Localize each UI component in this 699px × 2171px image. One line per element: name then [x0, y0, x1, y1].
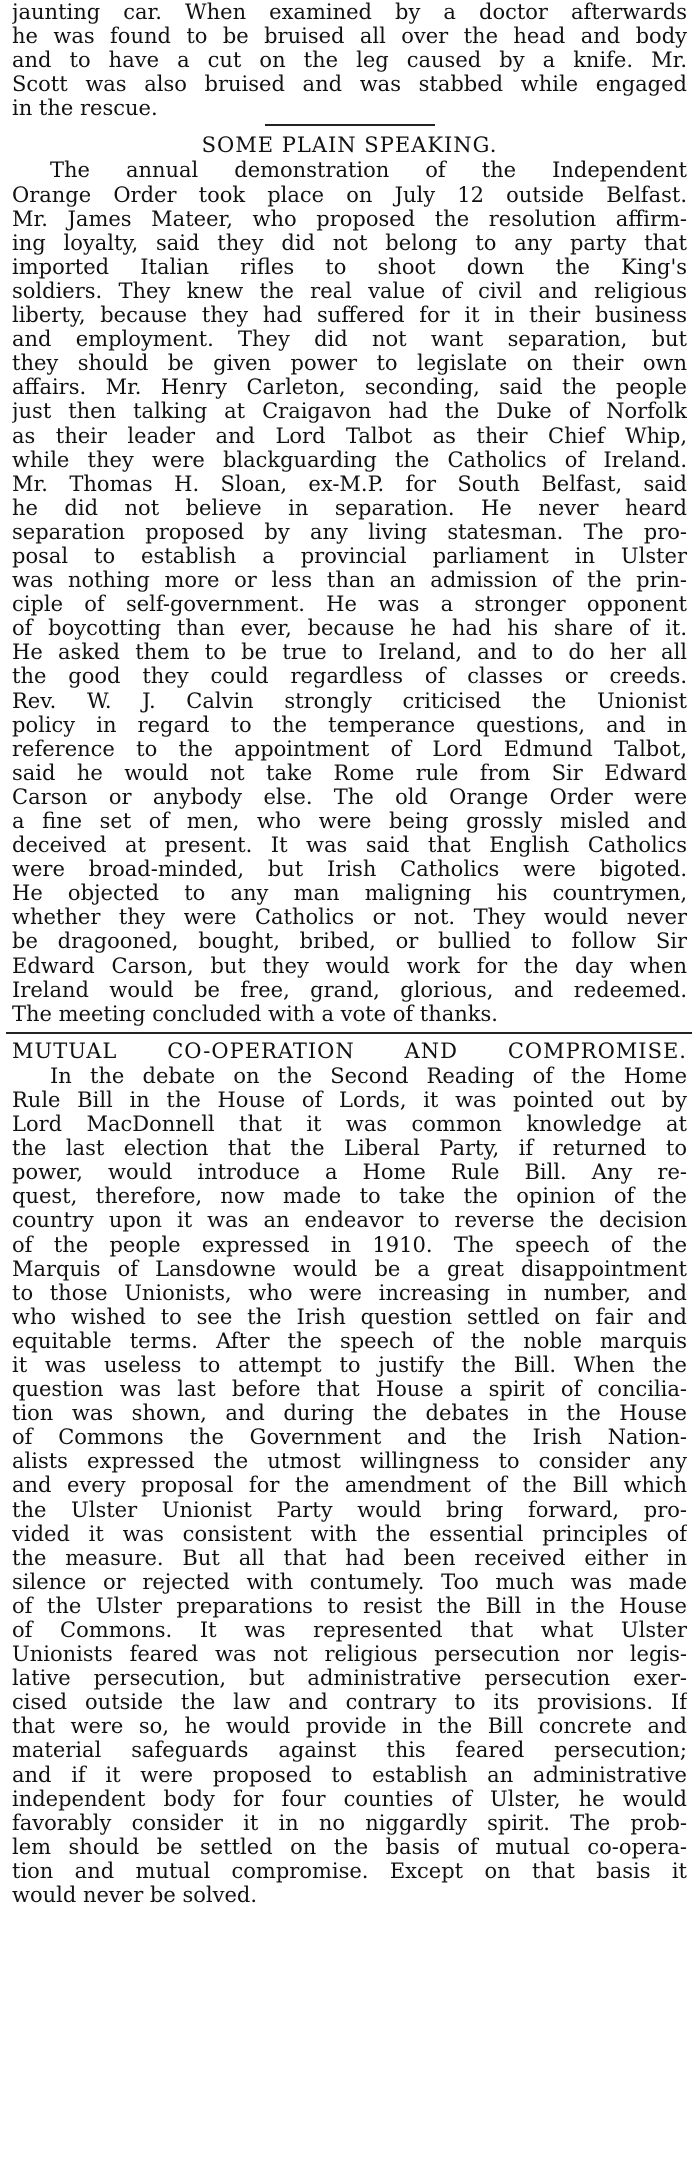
text-line: Marquis of Lansdowne would be a great disappointment	[12, 1256, 687, 1281]
text-line: he did not believe in separation. He never heard	[12, 495, 687, 520]
text-line: silence or rejected with contumely. Too much was made	[12, 1569, 687, 1594]
text-line: He objected to any man maligning his countrymen,	[12, 881, 687, 906]
text-line: was nothing more or less than an admission of the prin-	[12, 568, 687, 593]
text-line: Rule Bill in the House of Lords, it was pointed out by	[12, 1087, 687, 1112]
text-line: and to have a cut on the leg caused by a knife. Mr.	[12, 48, 687, 73]
text-line: be dragooned, bought, bribed, or bullied to follow Sir	[12, 929, 687, 954]
text-line: The annual demonstration of the Independent	[50, 158, 687, 183]
text-line: while they were blackguarding the Catholics of Ireland.	[12, 447, 687, 472]
text-line: the Ulster Unionist Party would bring forward, pro-	[12, 1497, 687, 1522]
text-line: lem should be settled on the basis of mutual co-opera-	[12, 1834, 687, 1859]
text-line: a fine set of men, who were being grossly misled and	[12, 809, 687, 833]
text-line: and every proposal for the amendment of the Bill which	[12, 1473, 687, 1498]
text-line: power, would introduce a Home Rule Bill. Any re-	[12, 1160, 687, 1185]
text-line: tion was shown, and during the debates in the House	[12, 1401, 687, 1426]
text-line: imported Italian rifles to shoot down the King's	[12, 254, 687, 279]
text-line: it was useless to attempt to justify the Bill. When the	[12, 1352, 687, 1377]
text-line: Ireland would be free, grand, glorious, and redeemed.	[12, 977, 687, 1002]
text-line: In the debate on the Second Reading of the Home	[50, 1063, 687, 1088]
text-line: just then talking at Craigavon had the Duke of Norfolk	[12, 399, 687, 424]
continued-article	[12, 0, 687, 120]
text-line: separation proposed by any living statesman. The pro-	[12, 519, 687, 544]
section-divider	[265, 124, 435, 126]
text-line: The meeting concluded with a vote of thanks.	[12, 1001, 498, 1026]
text-line: in the rescue.	[12, 96, 158, 121]
text-line: the last election that the Liberal Party, if returned to	[12, 1136, 687, 1161]
text-line: Orange Order took place on July 12 outside Belfast.	[12, 182, 687, 207]
text-line: of Commons the Government and the Irish Nation-	[12, 1425, 687, 1450]
text-line: quest, therefore, now made to take the opinion of the	[12, 1184, 687, 1209]
article-mutual-cooperation	[12, 1038, 687, 1907]
text-line: Rev. W. J. Calvin strongly criticised the Unionist	[12, 688, 687, 713]
text-line: ciple of self-government. He was a stronger opponent	[12, 592, 687, 617]
text-line: and if it were proposed to establish an administrative	[12, 1762, 687, 1787]
article-heading: SOME PLAIN SPEAKING.	[201, 133, 498, 158]
text-line: soldiers. They knew the real value of civil and religious	[12, 278, 687, 303]
text-line: cised outside the law and contrary to its provisions. If	[12, 1690, 687, 1715]
article-body	[12, 1064, 687, 1907]
section-divider	[6, 1032, 692, 1034]
text-line: that were so, he would provide in the Bill concrete and	[12, 1714, 687, 1739]
text-line: independent body for four counties of Ulster, he would	[12, 1786, 687, 1811]
text-line: affairs. Mr. Henry Carleton, seconding, said the people	[12, 375, 687, 400]
text-line: favorably consider it in no niggardly spirit. The prob-	[12, 1810, 687, 1835]
text-line: vided it was consistent with the essential principles of	[12, 1521, 687, 1546]
text-line: material safeguards against this feared persecution;	[12, 1738, 687, 1763]
text-line: and employment. They did not want separation, but	[12, 327, 687, 352]
text-line: of the Ulster preparations to resist the Bill in the House	[12, 1593, 687, 1618]
text-line: Lord MacDonnell that it was common knowledge at	[12, 1112, 687, 1137]
text-line: they should be given power to legislate on their own	[12, 351, 687, 376]
text-line: to those Unionists, who were increasing in number, and	[12, 1280, 687, 1305]
article-body	[12, 158, 687, 1025]
text-line: posal to establish a provincial parliament in Ulster	[12, 543, 687, 568]
text-line: policy in regard to the temperance questions, and in	[12, 712, 687, 737]
text-line: the good they could regardless of classes or creeds.	[12, 664, 687, 689]
text-line: alists expressed the utmost willingness to consider any	[12, 1449, 687, 1474]
text-line: of the people expressed in 1910. The speech of the	[12, 1232, 687, 1257]
text-line: Edward Carson, but they would work for the day when	[12, 953, 687, 978]
text-line: whether they were Catholics or not. They would never	[12, 905, 687, 930]
text-line: as their leader and Lord Talbot as their Chief Whip,	[12, 423, 687, 448]
text-line: would never be solved.	[12, 1883, 258, 1908]
text-line: Mr. Thomas H. Sloan, ex-M.P. for South Belfast, said	[12, 471, 687, 496]
text-line: who wished to see the Irish question settled on fair and	[12, 1304, 687, 1329]
text-line: jaunting car. When examined by a doctor afterwards	[12, 0, 687, 24]
text-line: he was found to be bruised all over the head and body	[12, 24, 687, 49]
text-line: lative persecution, but administrative persecution exer-	[12, 1666, 687, 1691]
text-line: ing loyalty, said they did not belong to any party that	[12, 230, 687, 255]
article-heading: MUTUAL CO-OPERATION AND COMPROMISE.	[12, 1038, 687, 1063]
text-line: were broad-minded, but Irish Catholics were bigoted.	[12, 857, 687, 882]
text-line: Mr. James Mateer, who proposed the resolution affirm-	[12, 206, 687, 231]
text-line: reference to the appointment of Lord Edmund Talbot,	[12, 736, 687, 761]
text-line: equitable terms. After the speech of the noble marquis	[12, 1328, 687, 1353]
text-line: question was last before that House a spirit of concilia-	[12, 1377, 687, 1402]
text-line: country upon it was an endeavor to reverse the decision	[12, 1208, 687, 1233]
text-line: the measure. But all that had been received either in	[12, 1545, 687, 1570]
text-line: tion and mutual compromise. Except on that basis it	[12, 1858, 687, 1883]
text-line: of boycotting than ever, because he had his share of it.	[12, 616, 687, 641]
text-line: Scott was also bruised and was stabbed while engaged	[12, 72, 687, 97]
text-line: Unionists feared was not religious persecution nor legis-	[12, 1642, 687, 1667]
text-line: liberty, because they had suffered for it in their business	[12, 303, 687, 328]
text-line: of Commons. It was represented that what Ulster	[12, 1618, 687, 1642]
text-line: Carson or anybody else. The old Orange Order were	[12, 784, 687, 809]
text-line: He asked them to be true to Ireland, and to do her all	[12, 640, 687, 665]
article-some-plain-speaking	[12, 132, 687, 1025]
text-line: said he would not take Rome rule from Sir Edward	[12, 760, 687, 785]
text-line: deceived at present. It was said that English Catholics	[12, 833, 687, 858]
